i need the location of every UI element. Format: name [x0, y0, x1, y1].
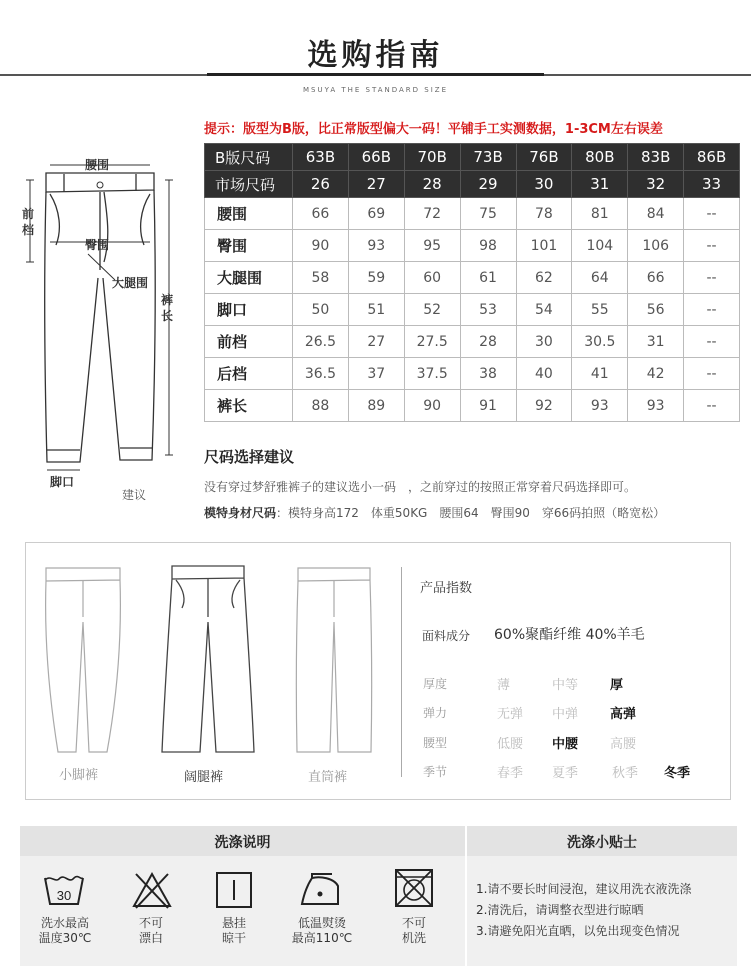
- diagram-hem-label: 脚口: [50, 475, 75, 489]
- model-info: [204, 504, 665, 521]
- attribute-label: 季节: [423, 765, 448, 779]
- measurement-label: 裤长: [205, 390, 293, 422]
- attribute-option-selected: 高弹: [610, 707, 637, 722]
- measurement-cell: 106: [628, 230, 684, 262]
- measurement-cell: 89: [348, 390, 404, 422]
- measurement-cell: 98: [460, 230, 516, 262]
- wash-30-icon: [42, 870, 86, 910]
- attribute-option: 中弹: [552, 707, 579, 722]
- attribute-option-selected: 厚: [610, 678, 624, 693]
- measurement-cell: 88: [293, 390, 349, 422]
- no-machine-wash-label: [379, 916, 449, 946]
- pants-styles-illustration: [40, 562, 390, 762]
- measurement-row: [205, 390, 740, 422]
- diagram-front-rise-label: 前档: [22, 207, 35, 237]
- measurement-cell: 51: [348, 294, 404, 326]
- market-size-cell: 31: [572, 171, 628, 198]
- measurement-label: 腰围: [205, 198, 293, 230]
- market-size-cell: 33: [684, 171, 740, 198]
- measurement-cell: 56: [628, 294, 684, 326]
- measurement-cell: 95: [404, 230, 460, 262]
- measurement-cell: 93: [348, 230, 404, 262]
- measurement-cell: 91: [460, 390, 516, 422]
- measurement-cell: 90: [404, 390, 460, 422]
- attribute-option: 无弹: [497, 707, 524, 722]
- measurement-cell: 93: [572, 390, 628, 422]
- wash-temp-number: 30: [56, 888, 72, 903]
- measurement-cell: --: [684, 198, 740, 230]
- no-bleach-label: [116, 916, 186, 946]
- measurement-cell: 30: [516, 326, 572, 358]
- no-machine-wash-line1: 不可: [401, 916, 426, 930]
- attribute-option: 高腰: [610, 737, 637, 752]
- attribute-option: 夏季: [552, 766, 579, 781]
- page-title: 选购指南: [307, 38, 444, 73]
- attribute-label: 弹力: [423, 706, 448, 720]
- measurement-cell: 90: [293, 230, 349, 262]
- measurement-cell: 72: [404, 198, 460, 230]
- measurement-label: 后档: [205, 358, 293, 390]
- measurement-row: [205, 230, 740, 262]
- measurement-label: 脚口: [205, 294, 293, 326]
- diagram-hip-label: 臀围: [85, 238, 110, 252]
- measurement-cell: 26.5: [293, 326, 349, 358]
- measurement-row: [205, 326, 740, 358]
- measurement-cell: 37: [348, 358, 404, 390]
- measurement-cell: 104: [572, 230, 628, 262]
- market-size-row: [205, 171, 740, 198]
- measurement-cell: 53: [460, 294, 516, 326]
- measurement-cell: 75: [460, 198, 516, 230]
- measurement-cell: 66: [628, 262, 684, 294]
- measurement-cell: 78: [516, 198, 572, 230]
- wide-leg-pants-icon: [162, 566, 254, 752]
- wash-30-label: [30, 916, 100, 946]
- measurement-cell: 59: [348, 262, 404, 294]
- measurement-cell: 30.5: [572, 326, 628, 358]
- attribute-option: 薄: [497, 678, 511, 693]
- no-machine-wash-line2: 机洗: [401, 931, 426, 945]
- product-index-title: 产品指数: [420, 581, 473, 596]
- market-size-cell: 27: [348, 171, 404, 198]
- b-size-cell: 86B: [684, 144, 740, 171]
- advice-title: 尺码选择建议: [204, 448, 295, 466]
- iron-low-line1: 低温熨烫: [297, 916, 346, 930]
- measurement-cell: --: [684, 326, 740, 358]
- measurement-cell: 101: [516, 230, 572, 262]
- b-size-label: B版尺码: [205, 144, 293, 171]
- diagram-advice-word: 建议: [122, 488, 147, 502]
- measurement-cell: --: [684, 262, 740, 294]
- size-table: [204, 143, 740, 422]
- measurement-cell: 55: [572, 294, 628, 326]
- attribute-option-selected: 中腰: [552, 737, 579, 752]
- b-size-cell: 63B: [293, 144, 349, 171]
- measurement-cell: --: [684, 358, 740, 390]
- measurement-label: 臀围: [205, 230, 293, 262]
- measurement-cell: 60: [404, 262, 460, 294]
- measurement-cell: 50: [293, 294, 349, 326]
- measurement-row: [205, 262, 740, 294]
- measurement-cell: 28: [460, 326, 516, 358]
- measurement-cell: 42: [628, 358, 684, 390]
- b-size-cell: 76B: [516, 144, 572, 171]
- measurement-cell: --: [684, 390, 740, 422]
- title-underline: [207, 73, 544, 76]
- measurement-cell: --: [684, 230, 740, 262]
- measurement-cell: 27: [348, 326, 404, 358]
- diagram-waist-label: 腰围: [85, 158, 110, 172]
- fabric-value: 60%聚酯纤维 40%羊毛: [494, 627, 645, 643]
- market-size-label: 市场尺码: [205, 171, 293, 198]
- hang-dry-label: [199, 916, 269, 946]
- measurement-cell: 69: [348, 198, 404, 230]
- iron-low-icon: [298, 870, 342, 910]
- b-size-cell: 73B: [460, 144, 516, 171]
- measurement-cell: 66: [293, 198, 349, 230]
- attribute-label: 厚度: [423, 677, 448, 691]
- measurement-cell: 37.5: [404, 358, 460, 390]
- measurement-label: 大腿围: [205, 262, 293, 294]
- size-notice: 提示：版型为B版，比正常版型偏大一码！平铺手工实测数据，1-3CM左右误差: [204, 122, 663, 137]
- market-size-cell: 29: [460, 171, 516, 198]
- wash-30-line1: 洗水最高: [40, 916, 89, 930]
- no-bleach-icon: [130, 870, 174, 910]
- market-size-cell: 30: [516, 171, 572, 198]
- model-label: 模特身材尺码: [204, 506, 277, 520]
- diagram-length-label: 裤长: [161, 293, 174, 323]
- market-size-cell: 28: [404, 171, 460, 198]
- measurement-cell: 62: [516, 262, 572, 294]
- style-straight-label: 直筒裤: [308, 770, 348, 785]
- measurement-row: [205, 294, 740, 326]
- measurement-cell: 52: [404, 294, 460, 326]
- wash-title: 洗涤说明: [214, 835, 271, 851]
- fabric-label: 面料成分: [422, 629, 471, 643]
- measurement-cell: 84: [628, 198, 684, 230]
- measurement-cell: 54: [516, 294, 572, 326]
- measurement-cell: --: [684, 294, 740, 326]
- attribute-option: 春季: [497, 766, 524, 781]
- b-size-row: [205, 144, 740, 171]
- iron-low-label: [282, 916, 362, 946]
- b-size-cell: 83B: [628, 144, 684, 171]
- hang-dry-line2: 晾干: [221, 931, 246, 945]
- model-text: ：模特身高172 体重50KG 腰围64 臀围90 穿66码拍照（略宽松）: [276, 506, 666, 520]
- slim-pants-icon: [46, 568, 121, 752]
- market-size-cell: 32: [628, 171, 684, 198]
- no-bleach-line1: 不可: [138, 916, 163, 930]
- no-bleach-line2: 漂白: [138, 931, 163, 945]
- wash-tip: 3.请避免阳光直晒，以免出现变色情况: [476, 924, 680, 938]
- attribute-label: 腰型: [423, 736, 448, 750]
- measurement-cell: 31: [628, 326, 684, 358]
- iron-low-line2: 最高110℃: [291, 931, 353, 945]
- style-slim-label: 小脚裤: [59, 768, 99, 783]
- wash-tips-title: 洗涤小贴士: [567, 835, 637, 851]
- advice-text: 没有穿过梦舒雅裤子的建议选小一码 ，之前穿过的按照正常穿着尺码选择即可。: [204, 480, 637, 494]
- attribute-option-selected: 冬季: [664, 766, 691, 781]
- measurement-cell: 61: [460, 262, 516, 294]
- no-machine-wash-icon: [392, 868, 436, 908]
- page-subtitle: MSUYA THE STANDARD SIZE: [302, 86, 448, 94]
- straight-pants-icon: [296, 568, 371, 752]
- b-size-cell: 66B: [348, 144, 404, 171]
- attribute-option: 中等: [552, 678, 579, 693]
- measurement-cell: 40: [516, 358, 572, 390]
- measurement-cell: 58: [293, 262, 349, 294]
- product-separator: [401, 567, 402, 777]
- measurement-cell: 92: [516, 390, 572, 422]
- market-size-cell: 26: [293, 171, 349, 198]
- b-size-cell: 80B: [572, 144, 628, 171]
- diagram-thigh-label: 大腿围: [112, 276, 149, 290]
- measurement-cell: 27.5: [404, 326, 460, 358]
- measurement-row: [205, 198, 740, 230]
- hang-dry-line1: 悬挂: [221, 916, 246, 930]
- measurement-cell: 64: [572, 262, 628, 294]
- measurement-cell: 38: [460, 358, 516, 390]
- wash-tip: 2.清洗后，请调整衣型进行晾晒: [476, 903, 644, 917]
- hang-dry-icon: [212, 870, 256, 910]
- measurement-cell: 36.5: [293, 358, 349, 390]
- measurement-label: 前档: [205, 326, 293, 358]
- style-wide-label: 阔腿裤: [184, 770, 224, 785]
- wash-tip: 1.请不要长时间浸泡，建议用洗衣液洗涤: [476, 882, 692, 896]
- measurement-cell: 81: [572, 198, 628, 230]
- attribute-option: 秋季: [612, 766, 639, 781]
- b-size-cell: 70B: [404, 144, 460, 171]
- measurement-row: [205, 358, 740, 390]
- measurement-cell: 93: [628, 390, 684, 422]
- attribute-option: 低腰: [497, 737, 524, 752]
- measurement-cell: 41: [572, 358, 628, 390]
- wash-30-line2: 温度30℃: [38, 931, 92, 945]
